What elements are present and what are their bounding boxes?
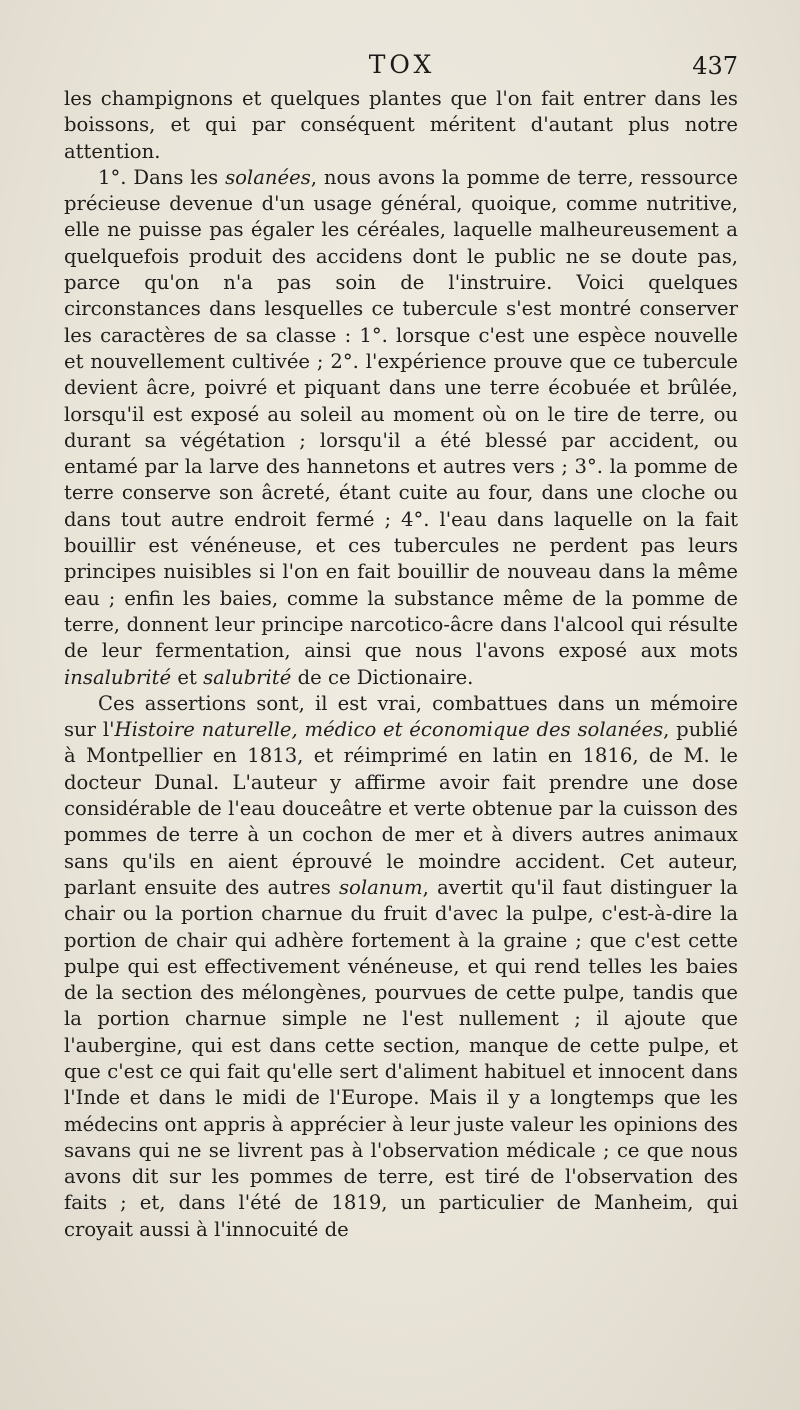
text-segment: 1°. Dans les xyxy=(98,165,226,189)
italic-term: salubrité xyxy=(203,665,292,689)
text-segment: , avertit qu'il faut distinguer la chair ou la portion charnue du fruit d'avec la pulpe, c'est-à-dire la portion de chair qui adhère fortement à la graine ; que c'est cette pulpe qui est effectivement vénéneuse, et qui rend telles les baies de la section des mélongènes, pourvues de cette pulpe, tandis que la portion charnue simple ne l'est nullement ; il ajoute que l'aubergine, qui est dans cette section, manque de cette pulpe, et que c'est ce qui fait qu'elle sert d'aliment habituel et innocent dans l'Inde et dans le midi de l'Europe. Mais il y a longtemps que les médecins ont appris à apprécier à leur juste valeur les opinions des savans qui ne se livrent pas à l'observation médicale ; ce que nous avons dit sur les pommes de terre, est tiré de l'observation des faits ; et, dans l'été de 1819, un particulier de Manheim, qui croyait aussi à l'innocuité de xyxy=(64,875,738,1241)
page-number: 437 xyxy=(692,52,738,80)
page-header xyxy=(64,50,740,86)
text-segment: et xyxy=(171,665,204,689)
text-segment: , nous avons la pomme de terre, ressource précieuse devenue d'un usage général, quoique, comme nutritive, elle ne puisse pas égaler les céréales, laquelle malheureusement a quelquefois produit des accidens dont le public ne se doute pas, parce qu'on n'a pas soin de l'instruire. Voici quelques circonstances dans lesquelles ce tubercule s'est montré conserver les caractères de sa classe : 1°. lorsque c'est une espèce nouvelle et nouvellement cultivée ; 2°. l'expérience prouve que ce tubercule devient âcre, poivré et piquant dans une terre écobuée et brûlée, lorsqu'il est exposé au soleil au moment où on le tire de terre, ou durant sa végétation ; lorsqu'il a été blessé par accident, ou entamé par la larve des hannetons et autres vers ; 3°. la pomme de terre conserve son âcreté, étant cuite au four, dans une cloche ou dans tout autre endroit fermé ; 4°. l'eau dans laquelle on la fait bouillir est vénéneuse, et ces tubercules ne perdent pas leurs principes nuisibles si l'on en fait bouillir de nouveau dans la même eau ; enfin les baies, comme la substance même de la pomme de terre, donnent leur principe narcotico-âcre dans l'alcool qui résulte de leur fermentation, ainsi que nous l'avons exposé aux mots xyxy=(64,165,738,663)
paragraph-solanees xyxy=(64,165,738,691)
italic-term: insalubrité xyxy=(64,665,172,689)
running-head: TOX xyxy=(368,50,436,79)
body-text xyxy=(64,86,738,1243)
italic-term: solanum xyxy=(339,875,423,899)
paragraph-continuation xyxy=(64,86,738,165)
text-segment: , publié à Montpellier en 1813, et réimprimé en latin en 1816, de M. le docteur Dunal. L'auteur y affirme avoir fait prendre une dose considérable de l'eau douceâtre et verte obtenue par la cuisson des pommes de terre à un cochon de mer et à divers autres animaux sans qu'ils en aient éprouvé le moindre accident. Cet auteur, parlant ensuite des autres xyxy=(64,718,738,899)
italic-term: solanées xyxy=(225,165,311,189)
text-segment: de ce Dictionaire. xyxy=(291,665,474,689)
text-segment: Ces assertions sont, il est vrai, combattues dans un mémoire sur l' xyxy=(64,691,738,742)
italic-title: Histoire naturelle, médico et économique des solanées xyxy=(114,718,664,742)
paragraph-assertions xyxy=(64,691,738,1243)
text-segment: les champignons et quelques plantes que l'on fait entrer dans les boissons, et qui par conséquent méritent d'autant plus notre attention. xyxy=(64,87,738,163)
